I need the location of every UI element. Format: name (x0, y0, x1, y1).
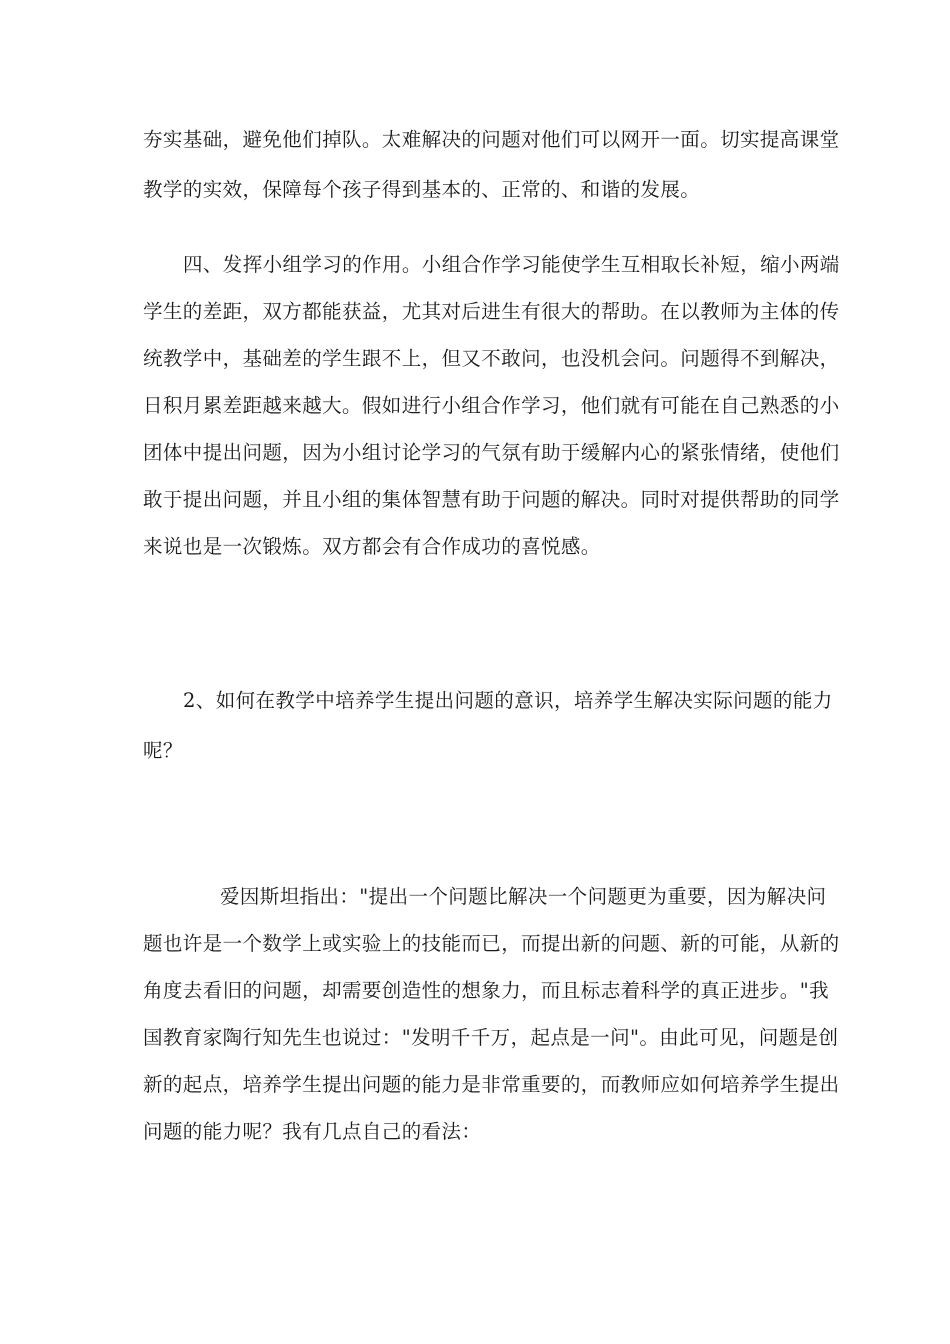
question-2-line-1: 2、如何在教学中培养学生提出问题的意识，培养学生解决实际问题的能力 (183, 689, 833, 712)
paragraph-2-line-4: 日积月累差距越来越大。假如进行小组合作学习，他们就有可能在自己熟悉的小 (143, 394, 840, 417)
paragraph-4-line-4: 国教育家陶行知先生也说过："发明千千万，起点是一问"。由此可见，问题是创 (143, 1026, 839, 1049)
question-2-line-2: 呢？ (143, 739, 183, 762)
paragraph-4-line-5: 新的起点，培养学生提出问题的能力是非常重要的，而教师应如何培养学生提出 (143, 1073, 840, 1096)
paragraph-4-line-1: 爱因斯坦指出："提出一个问题比解决一个问题更为重要，因为解决问 (220, 885, 827, 908)
paragraph-2-line-2: 学生的差距，双方都能获益，尤其对后进生有很大的帮助。在以教师为主体的传 (143, 300, 840, 323)
paragraph-1-line-2: 教学的实效，保障每个孩子得到基本的、正常的、和谐的发展。 (143, 178, 701, 201)
paragraph-4-line-6: 问题的能力呢？我有几点自己的看法： (143, 1120, 482, 1143)
paragraph-2-line-1: 四、发挥小组学习的作用。小组合作学习能使学生互相取长补短，缩小两端 (183, 253, 840, 276)
paragraph-2-line-3: 统教学中，基础差的学生跟不上，但又不敢问，也没机会问。问题得不到解决， (143, 347, 840, 370)
paragraph-1-line-1: 夯实基础，避免他们掉队。太难解决的问题对他们可以网开一面。切实提高课堂 (143, 128, 840, 151)
paragraph-2-line-7: 来说也是一次锻炼。双方都会有合作成功的喜悦感。 (143, 535, 601, 558)
paragraph-4-line-2: 题也许是一个数学上或实验上的技能而已，而提出新的问题、新的可能，从新的 (143, 932, 840, 955)
paragraph-2-line-6: 敢于提出问题，并且小组的集体智慧有助于问题的解决。同时对提供帮助的同学 (143, 488, 840, 511)
paragraph-2-line-5: 团体中提出问题，因为小组讨论学习的气氛有助于缓解内心的紧张情绪，使他们 (143, 441, 840, 464)
paragraph-4-line-3: 角度去看旧的问题，却需要创造性的想象力，而且标志着科学的真正进步。"我 (143, 979, 829, 1002)
